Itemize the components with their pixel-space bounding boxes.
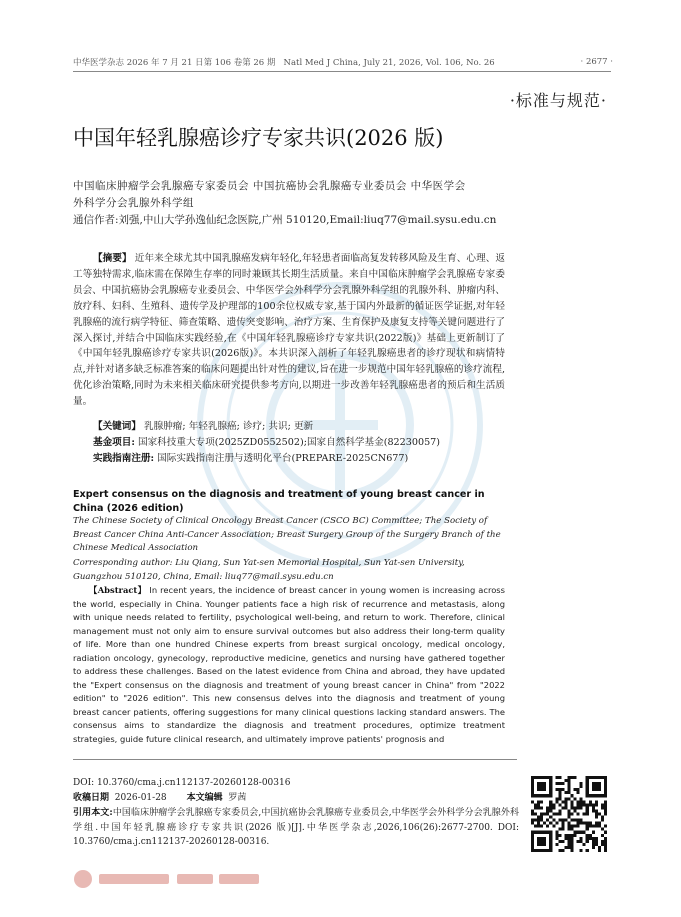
received-date: 2026-01-28 — [114, 793, 167, 803]
author-line-1: 中国临床肿瘤学会乳腺癌专家委员会 中国抗癌协会乳腺癌专业委员会 中华医学会 — [73, 180, 466, 192]
english-abstract-text: In recent years, the incidence of breast cancer in young women is increasing across the world, especially in China. Younger patients face a high risk of recurrence and metastasis, along with unique needs related to fertility, psychological well-being, and return to work. Therefore, clinical management must not only aim to ensure survival outcomes but also address their long-term quality of life. More than one hundred Chinese experts from breast surgical oncology, medical oncology, radiation oncology, gynecology, reproductive medicine, genetics and nursing have gathered together to address these challenges. Based on the latest evidence from China and abroad, they have updated the "Expert consensus on the diagnosis and treatment of young breast cancer in China" from "2022 edition" to "2026 edition". This new consensus delves into the diagnosis and treatment of young breast cancer patients, offering suggestions for many clinical questions lacking standard answers. The consensus aims to standardize the diagnosis and treatment procedures, optimize treatment strategies, guide future clinical research, and ultimately improve patients' prognosis and — [73, 585, 505, 745]
doi-line: DOI: 10.3760/cma.j.cn112137-20260128-00316 — [73, 778, 291, 788]
keywords: 乳腺肿瘤; 年轻乳腺癌; 诊疗; 共识; 更新 — [144, 421, 314, 432]
keywords-label: 【关键词】 — [93, 421, 141, 432]
english-orgs: The Chinese Society of Clinical Oncology Breast Cancer (CSCO BC) Committee; The Society of Breast Cancer China Anti-Cancer Association; Breast Surgery Group of the Surgery Branch of the Chinese Medical Association — [73, 516, 501, 554]
corresponding-author: 通信作者:刘强,中山大学孙逸仙纪念医院,广州 510120,Email:liuq77@mail.sysu.edu.cn — [73, 214, 497, 226]
article-title: 中国年轻乳腺癌诊疗专家共识(2026 版) — [73, 126, 444, 150]
citation — [73, 806, 519, 850]
fund-line — [93, 434, 513, 448]
editor-label: 本文编辑 — [186, 793, 223, 803]
running-header — [73, 55, 613, 69]
journal-header-left — [73, 56, 495, 68]
header-divider — [73, 71, 611, 72]
page-number: · 2677 · — [580, 57, 613, 67]
citation-label: 引用本文: — [73, 808, 113, 818]
journal-name-en: Natl Med J China, July 21, 2026, Vol. 106, No. 26 — [283, 58, 495, 68]
received-line — [73, 791, 519, 806]
abstract-cn-text: 近年来全球尤其中国乳腺癌发病年轻化,年轻患者面临高复发转移风险及生育、心理、返工等独特需求,临床需在保障生存率的同时兼顾其长期生活质量。来自中国临床肿瘤学会乳腺癌专家委员会、中国抗癌协会乳腺癌专业委员会、中华医学会外科学分会乳腺外科学组的乳腺外科、肿瘤内科、放疗科、妇科、生殖科、遗传学及护理部的100余位权威专家,基于国内外最新的循证医学证据,对年轻乳腺癌的流行病学特征、筛查策略、遗传突变影响、治疗方案、生育保护及康复支持等关键问题进行了深入探讨,并结合中国临床实践经验,在《中国年轻乳腺癌诊疗专家共识(2022版)》基础上更新制订了《中国年轻乳腺癌诊疗专家共识(2026版)》。本共识深入剖析了年轻乳腺癌患者的诊疗现状和病情特点,并针对诸多缺乏标准答案的临床问题提出针对性的建议,旨在进一步规范中国年轻乳腺癌的诊疗流程,优化诊治策略,同时为未来相关临床研究提供参考方向,以期进一步改善年轻乳腺癌患者的预后和生活质量。 — [73, 253, 505, 408]
english-abstract-label: 【Abstract】 — [89, 585, 147, 595]
publisher-logo-icon — [73, 868, 273, 890]
keywords-line — [93, 418, 513, 432]
editor-name: 罗茜 — [228, 793, 247, 803]
journal-name-cn: 中华医学杂志 2026 年 7 月 21 日第 106 卷第 26 期 — [73, 58, 276, 68]
author-line-2: 外科学分会乳腺外科学组 — [73, 197, 194, 209]
registry-label: 实践指南注册: — [93, 453, 155, 464]
english-corresponding: Corresponding author: Liu Qiang, Sun Yat-sen Memorial Hospital, Sun Yat-sen University, Guangzhou 510120, China, Email: liuq77@mail.sysu.edu.cn — [73, 558, 465, 582]
registry: 国际实践指南注册与透明化平台(PREPARE-2025CN677) — [157, 453, 409, 464]
footer-divider — [73, 759, 517, 760]
fund: 国家科技重大专项(2025ZD0552502);国家自然科学基金(82230057) — [137, 437, 441, 448]
qr-code-icon[interactable] — [531, 776, 607, 852]
author-groups — [73, 178, 513, 212]
citation-text: 中国临床肿瘤学会乳腺癌专家委员会,中国抗癌协会乳腺癌专业委员会,中华医学会外科学分会乳腺外科学组.中国年轻乳腺癌诊疗专家共识(2026 版)[J].中华医学杂志,2026,106(26):2677-2700. DOI: 10.3760/cma.j.cn112137-20260128-00316. — [73, 808, 519, 848]
fund-label: 基金项目: — [93, 437, 135, 448]
abstract-cn — [73, 251, 505, 410]
english-title: Expert consensus on the diagnosis and treatment of young breast cancer in China (2026 edition) — [73, 489, 485, 514]
registry-line — [93, 450, 513, 464]
section-tag: ·标准与规范· — [509, 91, 607, 110]
abstract-cn-label: 【摘要】 — [93, 253, 132, 264]
received-label: 收稿日期 — [73, 793, 110, 803]
english-abstract — [73, 584, 505, 747]
